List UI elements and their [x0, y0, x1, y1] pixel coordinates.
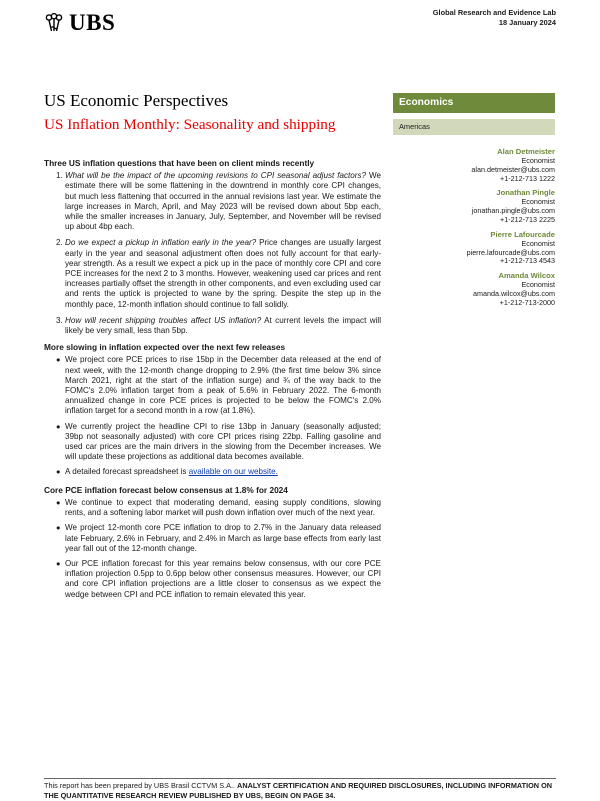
report-date: 18 January 2024	[498, 18, 556, 27]
analyst-role: Economist	[521, 238, 555, 248]
analyst-email[interactable]: pierre.lafourcade@ubs.com	[466, 247, 555, 257]
bullet-icon: ●	[56, 421, 61, 431]
bullet-text: We currently project the headline CPI to rise 13bp in January (seasonally adjusted; 39bp not seasonally adjusted) with core CPI prices rising 22bp. Falling gasoline and used car prices are the main drivers in the slowing from the December increases. We will update these projections as additional data becomes available.	[65, 421, 381, 462]
bullet-icon: ●	[56, 355, 61, 365]
item-question: What will be the impact of the upcoming revisions to CPI seasonal adjust factors?	[65, 171, 367, 181]
analyst-email[interactable]: amanda.wilcox@ubs.com	[473, 288, 555, 298]
item-answer: At current levels the impact will likely be very small, less than 5bp.	[65, 315, 381, 336]
item-answer: Price changes are usually largest early in the year and seasonal adjustment often does not fully account for that early-year strength. As a result we expect a pick up in the pace of monthly core CPI and core PCE increases for the next 2 to 3 months. However, weakening used car prices and rent increases partially offset the strength in other components, and even excluding used car and rents the uptick is projected to wane by the spring. Despite the step up in the monthly pace, 12-month inflation should continue to fall solidly.	[65, 238, 381, 309]
bullet-text: We continue to expect that moderating demand, easing supply conditions, slowing rents, and a softening labor market will push down inflation over much of the next year.	[65, 497, 381, 518]
footer-disclosure: ANALYST CERTIFICATION AND REQUIRED DISCLOSURES, INCLUDING INFORMATION ON THE QUANTITATIVE RESEARCH REVIEW PUBLISHED BY UBS, BEGIN ON PAGE 34.	[44, 781, 553, 800]
disclosure-footer	[44, 781, 556, 801]
analyst-card	[393, 230, 555, 266]
analyst-role: Economist	[521, 156, 555, 165]
analyst-phone: +1-212-713 4543	[500, 256, 555, 266]
numbered-item	[44, 316, 381, 336]
bullet-item	[44, 355, 381, 416]
item-question: Do we expect a pickup in inflation early in the year?	[65, 238, 257, 248]
analyst-name: Jonathan Pingle	[496, 188, 555, 198]
item-body	[65, 238, 381, 309]
website-link[interactable]: available on our website.	[188, 467, 278, 477]
bullet-text: We project 12-month core PCE inflation to drop to 2.7% in the January data released late February, 2.6% in February, and 2.4% in March as large base effects from early last year fall out of the 12-month change.	[65, 523, 381, 553]
bullet-text: Our PCE inflation forecast for this year remains below consensus, with our core PCE inflation projection 0.5pp to 0.6pp below other consensus measures. However, our CPI and core CPI inflation projections are a little closer to consensus as we expect the wedge between CPI and PCE inflation to remain elevated this year.	[65, 558, 381, 599]
ubs-keys-icon	[44, 13, 64, 33]
analyst-email[interactable]: alan.detmeister@ubs.com	[471, 164, 555, 174]
numbered-item	[44, 238, 381, 309]
footer-divider	[44, 778, 556, 779]
analyst-email[interactable]: jonathan.pingle@ubs.com	[471, 206, 555, 216]
report-header	[433, 8, 556, 28]
analyst-name: Pierre Lafourcade	[490, 229, 555, 239]
bullet-item	[44, 467, 381, 477]
analyst-name: Amanda Wilcox	[498, 271, 555, 281]
bullet-item	[44, 422, 381, 463]
link-prefix: A detailed forecast spreadsheet is	[65, 467, 189, 477]
bullet-icon: ●	[56, 497, 61, 507]
numbered-item	[44, 171, 381, 232]
region-label: Americas	[393, 119, 555, 135]
bullet-text: We project core PCE prices to rise 15bp in the December data released at the end of next week, with the 12-month change dropping to 2.9% (the first time below 3% since March 2021, right at the start of the inflation surge) and ¾ of the way back to the FOMC's 2.0% inflation target from a peak of 5.6% in February 2022. The 6-month annualized change in core PCE prices is projected to be below the FOMC's 2.0% inflation target for a second month in a row (at 1.8%).	[65, 355, 381, 416]
bullet-item	[44, 559, 381, 600]
report-body	[44, 158, 381, 605]
item-body	[65, 316, 381, 336]
section-label: Economics	[393, 93, 555, 113]
analyst-role: Economist	[521, 280, 555, 290]
item-body	[65, 171, 381, 232]
analyst-phone: +1-212-713 2225	[500, 214, 555, 224]
item-question: How will recent shipping troubles affect US inflation?	[65, 315, 262, 325]
page-title: US Economic Perspectives	[44, 91, 229, 110]
lab-name: Global Research and Evidence Lab	[432, 8, 556, 17]
bullet-item	[44, 498, 381, 518]
section-heading: Three US inflation questions that have been on client minds recently	[44, 158, 315, 168]
section-heading: More slowing in inflation expected over the next few releases	[44, 342, 286, 353]
item-number: 1.	[56, 171, 63, 181]
analyst-card	[393, 271, 555, 307]
analyst-list	[393, 147, 555, 308]
analyst-card	[393, 188, 555, 224]
item-number: 3.	[56, 315, 63, 325]
bullet-icon: ●	[56, 467, 61, 477]
page-subtitle: US Inflation Monthly: Seasonality and shipping	[44, 116, 336, 133]
ubs-logo	[44, 10, 115, 36]
sidebar	[393, 93, 555, 313]
bullet-icon: ●	[56, 558, 61, 568]
analyst-phone: +1-212-713-2000	[499, 297, 555, 307]
bullet-icon: ●	[56, 523, 61, 533]
item-number: 2.	[56, 238, 63, 248]
analyst-role: Economist	[521, 197, 555, 207]
bullet-text	[65, 467, 381, 477]
analyst-phone: +1-212-713 1222	[500, 173, 555, 183]
analyst-card	[393, 147, 555, 183]
bullet-item	[44, 523, 381, 554]
item-answer: We estimate there will be some flattening in the downtrend in monthly core CPI changes, but much less flattening that occurred in the annual revisions last year. We estimate the large increases in March, April, and May 2023 will be revised down about 5bp each, while the smaller increases in January, July, September, and November will be revised up about 4bp each.	[65, 171, 381, 232]
analyst-name: Alan Detmeister	[497, 147, 555, 156]
section-heading: Core PCE inflation forecast below consensus at 1.8% for 2024	[44, 484, 288, 495]
brand-name: UBS	[69, 10, 116, 35]
footer-prefix: This report has been prepared by UBS Brasil CCTVM S.A..	[44, 781, 238, 790]
